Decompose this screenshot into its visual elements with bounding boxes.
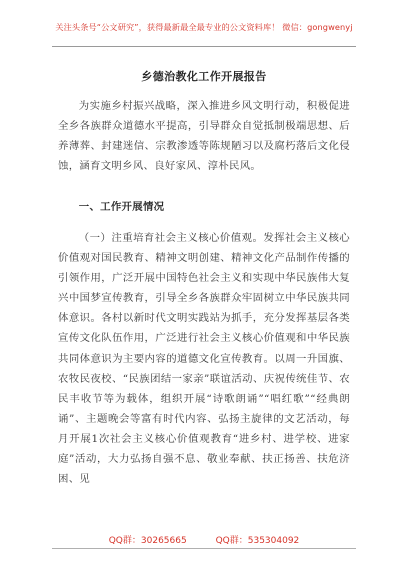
- footer-contacts: [0, 533, 408, 546]
- footer-divider: [52, 548, 356, 549]
- header-divider: [52, 46, 356, 47]
- section-1-paragraph-1: （一）注重培育社会主义核心价值观。发挥社会主义核心价值观对国民教育、精神文明创建、精神文化产品制作传播的引领作用，广泛开展中国特色社会主义和实现中华民族伟大复兴中国梦宣传教育，引导全乡各族群众牢固树立中华民族共同体意识。各村以新时代文明实践站为抓手，充分发挥基层各类宣传文化队伍作用，广泛进行社会主义核心价值观和中华民族共同体意识为主要内容的道德文化宣传教育。以周一升国旗、农牧民夜校、“民族团结一家亲”联谊活动、庆祝传统佳节、农民丰收节等为载体，组织开展“诗歌朗诵”“唱红歌”“经典朗诵”、主题晚会等富有时代内容、弘扬主旋律的文艺活动，每月开展1次社会主义核心价值观教育“进乡村、进学校、进家庭”活动，大力弘扬自强不息、敬业奉献、扶正扬善、扶危济困、见: [58, 232, 350, 486]
- footer-qq-group-2: QQ群：535304092: [215, 536, 300, 546]
- section-heading-1: 一、工作开展情况: [78, 201, 165, 213]
- footer-qq-group-1: QQ群：30265665: [108, 536, 187, 546]
- document-title: 乡德治教化工作开展报告: [141, 70, 267, 83]
- header-banner: 关注头条号“公文研究”，获得最新最全最专业的公文资料库！ 微信：gongwenyj: [55, 22, 353, 32]
- intro-paragraph: 为实施乡村振兴战略，深入推进乡风文明行动，积极促进全乡各族群众道德水平提高，引导群众自觉抵制极端思想、后养薄葬、封建迷信、宗教渗透等陈规陋习以及腐朽落后文化侵蚀，涵育文明乡风、良好家风、淳朴民风。: [58, 100, 350, 172]
